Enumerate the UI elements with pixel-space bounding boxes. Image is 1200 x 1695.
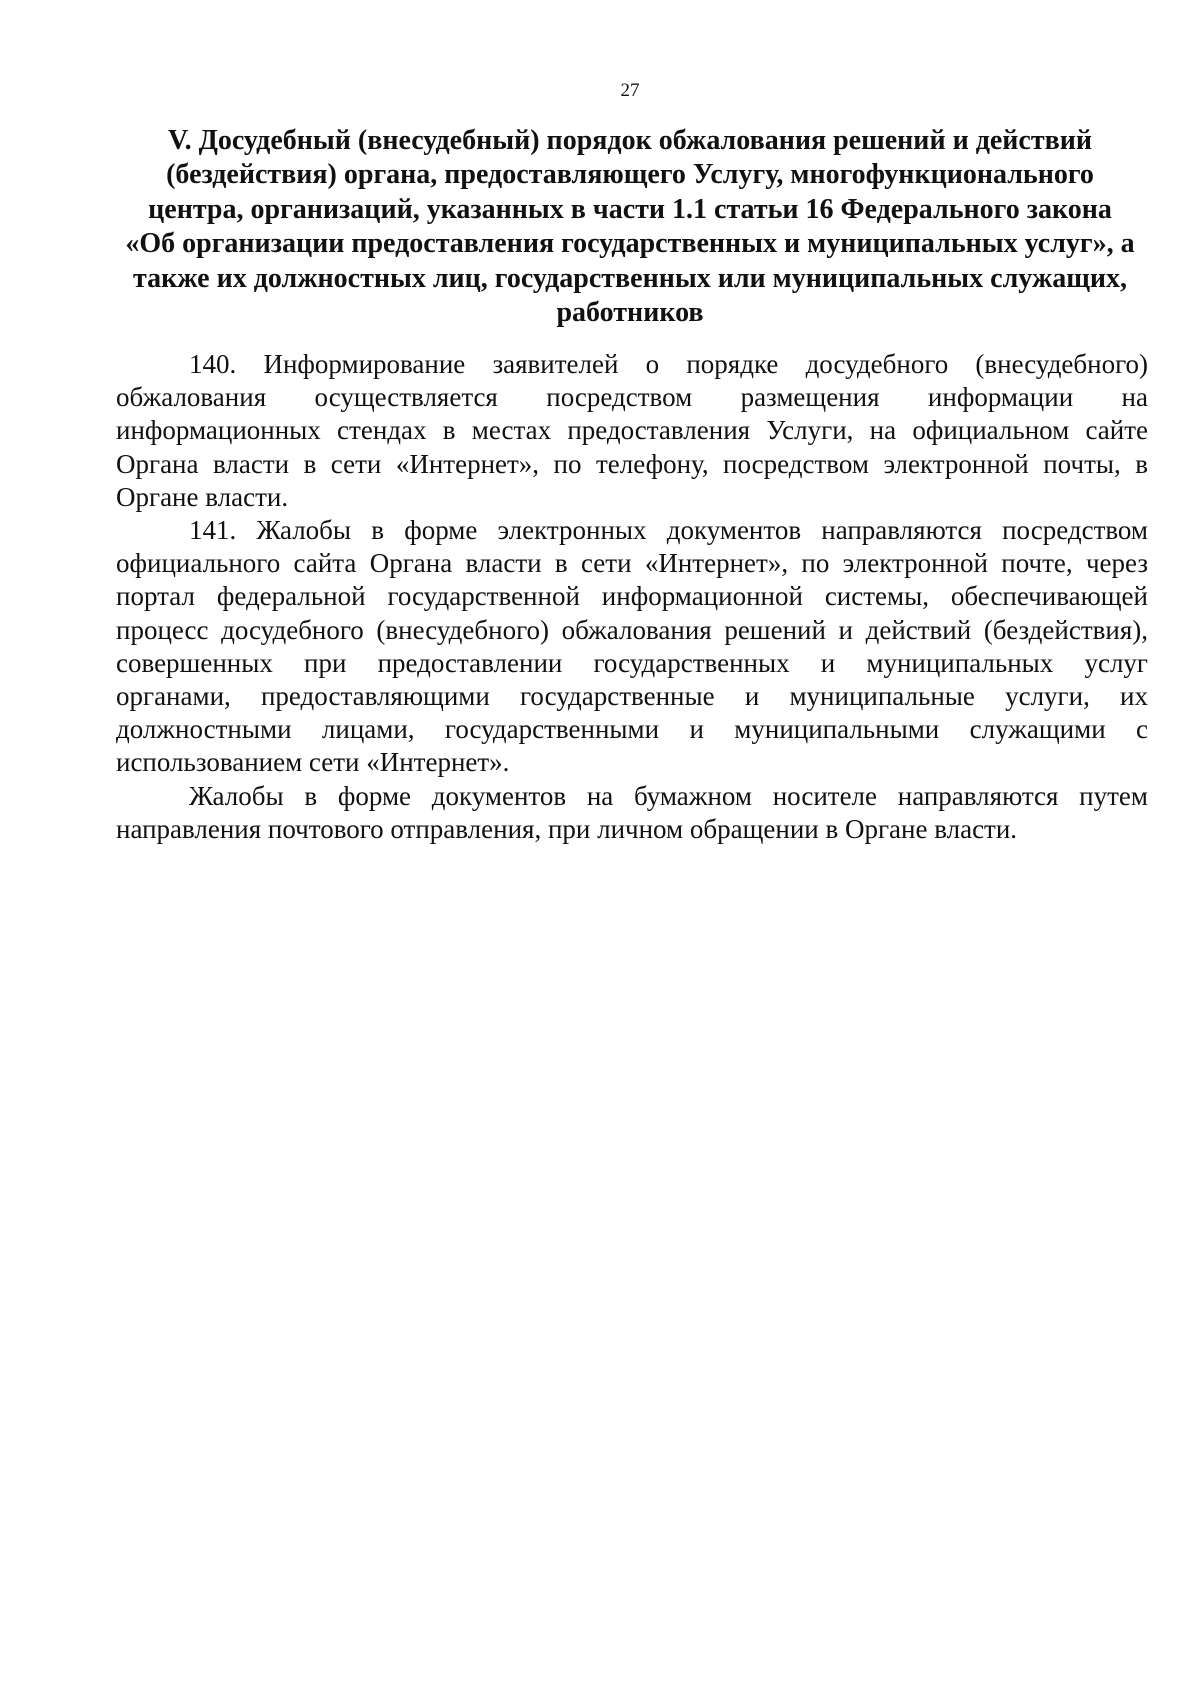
heading-line: работников: [556, 297, 704, 329]
text-line: официального сайта Органа власти в сети «Интернет», по электронной почте, через: [116, 548, 1148, 579]
text-line: должностными лицами, государственными и муниципальными служащими с: [116, 714, 1148, 745]
heading-line: (бездействия) органа, предоставляющего Услугу, многофункционального: [166, 159, 1094, 191]
text-line: совершенных при предоставлении государственных и муниципальных услуг: [116, 647, 1148, 678]
document-body: [116, 348, 1148, 846]
text-line: информационных стендах в местах предоставления Услуги, на официальном сайте: [116, 415, 1148, 446]
section-heading: [120, 124, 1140, 330]
text-line: портал федеральной государственной информационной системы, обеспечивающей: [116, 581, 1148, 612]
page-number: 27: [620, 80, 640, 101]
heading-line: V. Досудебный (внесудебный) порядок обжалования решений и действий: [167, 125, 1092, 156]
paragraph-paper-complaints: [116, 780, 1148, 846]
text-line: обжалования осуществляется посредством размещения информации на: [116, 382, 1148, 413]
text-line: направления почтового отправления, при личном обращении в Органе власти.: [116, 813, 1018, 844]
text-line: 140. Информирование заявителей о порядке досудебного (внесудебного): [189, 349, 1148, 379]
text-line: Жалобы в форме документов на бумажном носителе направляются путем: [189, 780, 1148, 811]
text-line: Органе власти.: [116, 481, 289, 512]
heading-line: также их должностных лиц, государственных или муниципальных служащих,: [132, 262, 1128, 294]
heading-line: центра, организаций, указанных в части 1.1 статьи 16 Федерального закона: [148, 193, 1112, 225]
text-line: 141. Жалобы в форме электронных документов направляются посредством: [189, 515, 1148, 546]
text-line: использованием сети «Интернет».: [116, 747, 510, 778]
paragraph-140: [116, 348, 1148, 514]
paragraph-141: [116, 514, 1148, 780]
heading-line: «Об организации предоставления государственных и муниципальных услуг», а: [125, 228, 1135, 260]
text-line: Органа власти в сети «Интернет», по телефону, посредством электронной почты, в: [116, 448, 1148, 479]
text-line: органами, предоставляющими государственные и муниципальные услуги, их: [116, 681, 1148, 712]
text-line: процесс досудебного (внесудебного) обжалования решений и действий (бездействия),: [116, 614, 1148, 645]
